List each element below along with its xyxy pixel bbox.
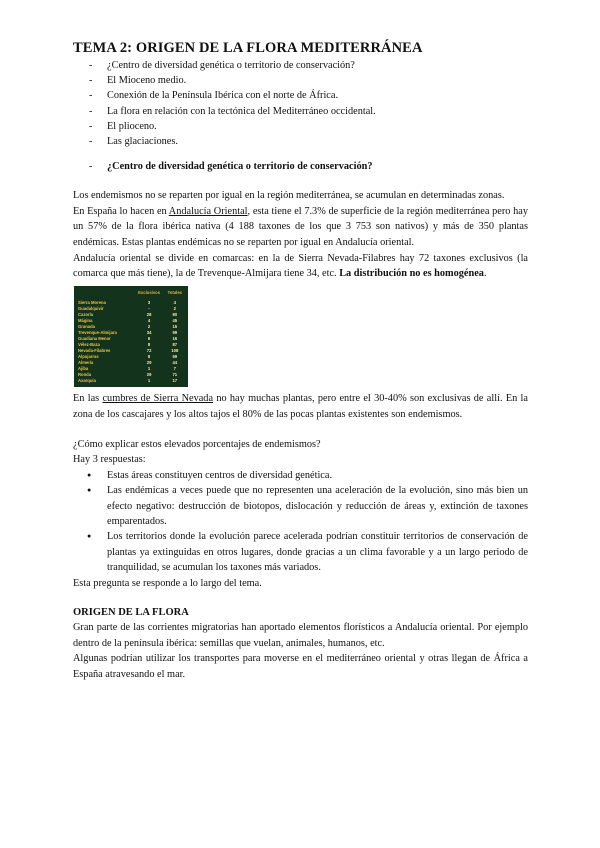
table-cell-value: 80 — [172, 311, 178, 317]
answer-item: ● Los territorios donde la evolución parece acelerada podrían constituir territorios de conservación de plantas ya extinguidas en otros lugares, donde gracias a un clima favorable y a un largo periodo de tranquilidad, se acumulan los taxones más variados. — [73, 529, 528, 575]
answers-list — [73, 468, 528, 576]
table-cell-value: 2 — [147, 323, 151, 329]
table-cell-region: Guadalquivir — [78, 305, 104, 311]
paragraph-andalucia — [73, 204, 528, 251]
table-cell-value: 87 — [172, 342, 178, 348]
paragraph-sierra-nevada — [73, 391, 528, 422]
table-cell-value: - — [148, 305, 150, 311]
section-heading-origin: ORIGEN DE LA FLORA — [73, 607, 189, 619]
table-cell-region: Almería — [78, 360, 94, 366]
topic-outline — [73, 58, 528, 149]
table-cell-value: 72 — [146, 348, 152, 354]
paragraph-text: , esta tiene el 7.3% de superficie de la región mediterránea pero hay un 57% de la flora ibérica nativa (4 188 taxones de los que 3 753 son nativos) y más de 350 plantas endémicas. Estas plantas endémicas no se reparten por igual en Andalucía oriental. — [73, 205, 528, 248]
table-cell-value: 45 — [172, 317, 178, 323]
table-cell-value: 29 — [146, 372, 152, 378]
answer-item: ● Las endémicas a veces puede que no representen una aceleración de la evolución, sino más bien un efecto negativo: destrucción de biotopos, dislocación y reducción de áreas y, extinción de taxones emparentados. — [73, 483, 528, 529]
table-cell-value: 4 — [147, 317, 151, 323]
table-cell-value: 44 — [172, 360, 178, 366]
table-cell-region: Sierra Morena — [78, 299, 106, 305]
table-cell-region: Axarquía — [78, 378, 96, 384]
table-cell-value: 28 — [146, 311, 152, 317]
outline-item: - ¿Centro de diversidad genética o territorio de conservación? — [73, 58, 528, 73]
paragraph-comarcas — [73, 251, 528, 282]
table-cell-region: Nevada-Filabres — [78, 348, 111, 354]
table-header: Totales — [167, 289, 182, 295]
table-header: Exclusivos — [138, 289, 161, 295]
endemisms-table-image — [74, 286, 188, 388]
table-cell-value: 3 — [147, 299, 151, 305]
document-page — [73, 40, 528, 683]
table-header — [77, 290, 134, 300]
paragraph-text: En España lo hacen en — [73, 205, 169, 217]
outline-item: - Las glaciaciones. — [73, 134, 528, 149]
table-cell-value: 16 — [172, 336, 178, 342]
section-heading-diversity: - ¿Centro de diversidad genética o territorio de conservación? — [73, 159, 528, 174]
table-cell-value: 8 — [147, 342, 151, 348]
answers-intro: Hay 3 respuestas: — [73, 454, 146, 466]
table-cell-region: Vélez-Baza — [78, 342, 100, 348]
table-cell-value: 7 — [173, 366, 176, 372]
cumbres-sierra-nevada-link[interactable]: cumbres de Sierra Nevada — [102, 393, 214, 405]
outline-item: - El Mioceno medio. — [73, 73, 528, 88]
table-cell-region: Alpujarras — [78, 354, 99, 360]
paragraph-text: no hay muchas plantas, pero entre el 30-40% son exclusivas de allí. En la zona de los cascajares y los altos tajos el 80% de las pocas plantas existentes son endemismos. — [73, 393, 528, 421]
table-row — [77, 378, 185, 384]
table-cell-value: 8 — [147, 354, 151, 360]
table-cell-region: Ronda — [78, 372, 92, 378]
table-cell-value: 71 — [172, 372, 178, 378]
paragraph-migrations: Gran parte de las corrientes migratorias han aportado elementos florísticos a Andalucía oriental. Por ejemplo dentro de la península ibérica: semillas que vuelan, animales, humanos, etc. — [73, 622, 528, 649]
table-cell-value: 34 — [146, 330, 152, 336]
bold-statement: La distribución no es homogénea — [339, 268, 484, 280]
outline-item: - La flora en relación con la tectónica del Mediterráneo occidental. — [73, 104, 528, 119]
table-cell-value: 4 — [173, 299, 176, 305]
outline-item: - Conexión de la Península Ibérica con el norte de África. — [73, 88, 528, 103]
table-cell-region: Ajiba — [78, 366, 89, 372]
paragraph-endemisms: Los endemismos no se reparten por igual en la región mediterránea, se acumulan en determinadas zonas. — [73, 190, 505, 202]
paragraph-text: . — [483, 268, 487, 280]
table-cell-region: Cazorla — [78, 311, 94, 317]
answer-item: ● Estas áreas constituyen centros de diversidad genética. — [73, 468, 528, 483]
paragraph-transport: Algunas podrían utilizar los transportes para moverse en el mediterráneo oriental y otras llegan de África a España atravesando el mar. — [73, 653, 528, 681]
paragraph-text: Andalucía oriental se divide en comarcas: en la de Sierra Nevada-Filabres hay 72 taxones exclusivos (la comarca que más tiene), la de Trevenque-Almijara tiene 34, etc. — [73, 252, 528, 280]
andalucia-oriental-link[interactable]: Andalucía Oriental — [168, 205, 248, 217]
table-cell-value: 15 — [172, 323, 178, 329]
paragraph-text: En las — [73, 393, 103, 405]
table-cell-value: 17 — [172, 378, 178, 384]
table-cell-value: 1 — [147, 366, 151, 372]
table-cell-region: Mágina — [78, 317, 93, 323]
table-cell-region: Granada — [78, 323, 95, 329]
table-cell-value: 29 — [146, 360, 152, 366]
closing-text: Esta pregunta se responde a lo largo del tema. — [73, 577, 262, 589]
table-cell-value: 99 — [172, 330, 178, 336]
table-cell-value: 1 — [147, 378, 151, 384]
question-text: ¿Cómo explicar estos elevados porcentajes de endemismos? — [73, 438, 321, 450]
table-cell-value: 108 — [171, 348, 179, 354]
table-cell-value: 59 — [172, 354, 178, 360]
table-cell-region: Trevenque-Almijara — [78, 330, 117, 336]
outline-item: - El plioceno. — [73, 119, 528, 134]
page-title: TEMA 2: ORIGEN DE LA FLORA MEDITERRÁNEA — [73, 40, 423, 56]
table-cell-region: Guadiana Menor — [78, 336, 111, 342]
table-cell-value: 2 — [173, 305, 176, 311]
table-cell-value: 6 — [147, 336, 151, 342]
